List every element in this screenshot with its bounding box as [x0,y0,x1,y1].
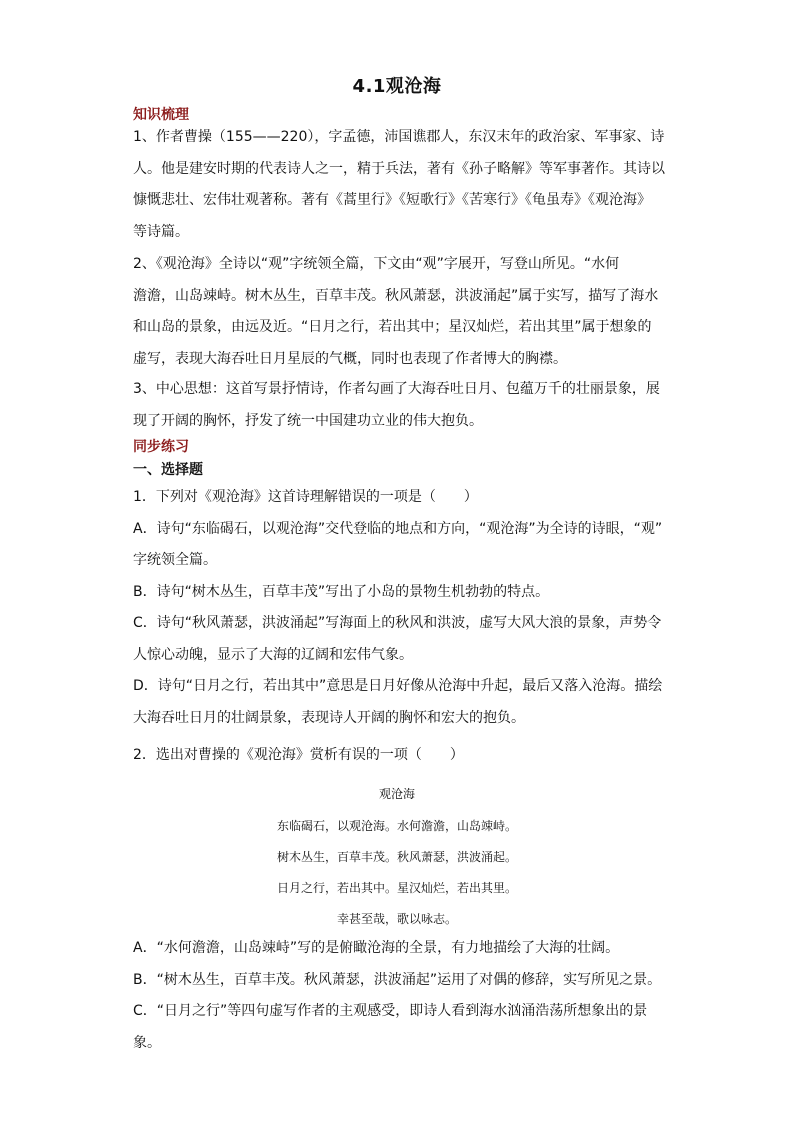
option-c-line: C．诗句“秋风萧瑟，洪波涌起”写海面上的秋风和洪波，虚写大风大浪的景象，声势令 [133,615,662,631]
poem-line: 幸甚至哉，歌以咏志。 [336,912,457,926]
question-1 [133,482,663,734]
option-a-line: 字统领全篇。 [133,552,217,568]
poem-line: 树木丛生，百草丰茂。秋风萧瑟，洪波涌起。 [276,850,517,864]
option-c-line: 象。 [133,1034,161,1051]
knowledge-item-2 [133,249,663,375]
text-line: 3、中心思想：这首写景抒情诗，作者勾画了大海吞吐日月、包蕴万千的壮丽景象，展 [133,381,660,397]
option-d-line: D．诗句“日月之行，若出其中”意思是日月好像从沧海中升起，最后又落入沧海。描绘 [133,678,663,694]
subsection-heading-choice: 一、选择题 [133,462,203,478]
poem-line: 东临碣石，以观沧海。水何澹澹，山岛竦峙。 [276,819,517,833]
text-line: 等诗篇。 [133,223,189,240]
option-b-line: B．“树木丛生，百草丰茂。秋风萧瑟，洪波涌起”运用了对偶的修辞，实写所见之景。 [133,971,662,988]
option-c-line: 人惊心动魄，显示了大海的辽阔和宏伟气象。 [133,646,413,663]
option-a-line: A．“水何澹澹，山岛竦峙”写的是俯瞰沧海的全景，有力地描绘了大海的壮阔。 [133,940,620,956]
text-line: 和山岛的景象，由远及近。“日月之行，若出其中；星汉灿烂，若出其里”属于想象的 [133,319,652,335]
option-d-line: 大海吞吐日月的壮阔景象，表现诗人开阔的胸怀和宏大的抱负。 [133,709,525,726]
text-line: 人。他是建安时期的代表诗人之一，精于兵法，著有《孙子略解》等军事著作。其诗以 [133,160,665,177]
question-stem: 1．下列对《观沧海》这首诗理解错误的一项是（ ） [133,489,478,505]
knowledge-item-1 [133,122,663,248]
question-2-stem [133,740,663,772]
section-heading-practice: 同步练习 [133,439,189,455]
option-a-line: A．诗句“东临碣石，以观沧海”交代登临的地点和方向，“观沧海”为全诗的诗眼，“观” [133,520,663,537]
option-b-line: B．诗句“树木丛生，百草丰茂”写出了小岛的景物生机勃勃的特点。 [133,583,550,600]
text-line: 慷慨悲壮、宏伟壮观著称。著有《蒿里行》《短歌行》《苦寒行》《龟虽寿》《观沧海》 [133,192,651,208]
text-line: 澹澹，山岛竦峙。树木丛生，百草丰茂。秋风萧瑟，洪波涌起”属于实写，描写了海水 [133,287,659,304]
page-title: 4.1观沧海 [352,76,442,97]
text-line: 虚写，表现大海吞吐日月星辰的气概，同时也表现了作者博大的胸襟。 [133,350,567,367]
option-c-line: C．“日月之行”等四句虚写作者的主观感受，即诗人看到海水汹涌浩荡所想象出的景 [133,1003,648,1019]
poem-line: 日月之行，若出其中。星汉灿烂，若出其里。 [276,881,517,895]
text-line: 2、《观沧海》全诗以“观”字统领全篇，下文由“观”字展开，写登山所见。“水何 [133,256,620,272]
knowledge-item-3 [133,374,663,437]
text-line: 现了开阔的胸怀，抒发了统一中国建功立业的伟大抱负。 [133,412,483,429]
text-line: 1、作者曹操（155——220），字孟德，沛国谯郡人，东汉末年的政治家、军事家、诗 [133,129,665,145]
poem-title: 观沧海 [378,787,415,801]
question-2-options [133,933,663,1059]
section-heading-knowledge: 知识梳理 [133,107,189,123]
question-stem: 2．选出对曹操的《观沧海》赏析有误的一项（ ） [133,747,464,763]
